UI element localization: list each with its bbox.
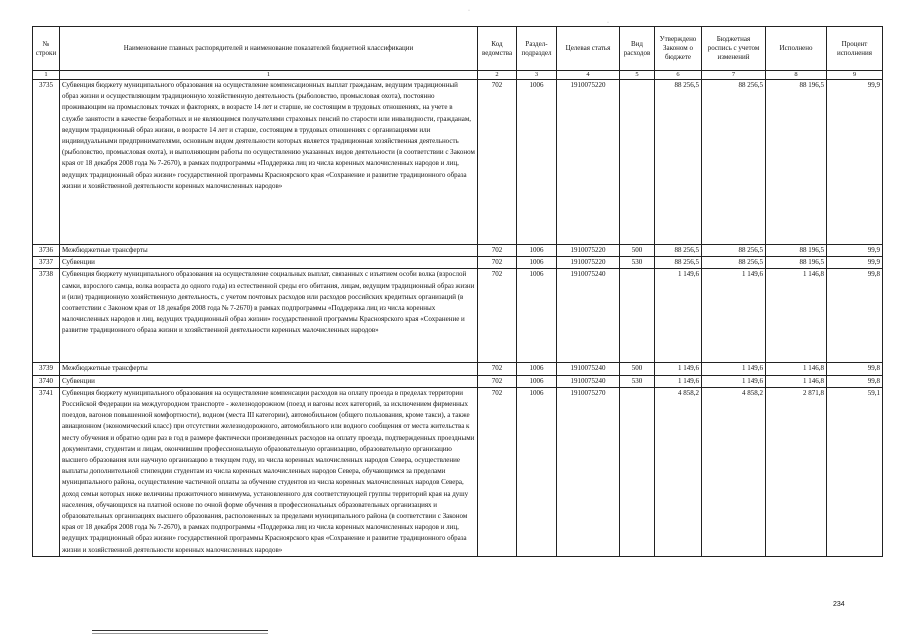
- table-row: [33, 375, 883, 387]
- row-target-code: 1910075270: [557, 387, 620, 556]
- row-number: 3736: [33, 245, 60, 257]
- table-row: [33, 80, 883, 245]
- row-budget: 88 256,5: [702, 80, 766, 245]
- row-description: Субвенции: [60, 257, 478, 269]
- row-expense-type: [620, 269, 655, 363]
- row-section-code: 1006: [517, 245, 557, 257]
- row-approved: 1 149,6: [655, 363, 702, 375]
- row-approved: 88 256,5: [655, 245, 702, 257]
- row-target-code: 1910075240: [557, 363, 620, 375]
- row-dept-code: 702: [478, 80, 517, 245]
- column-number: 1: [60, 71, 478, 80]
- row-percent: 99,8: [827, 375, 883, 387]
- row-budget: 4 858,2: [702, 387, 766, 556]
- column-number: 6: [655, 71, 702, 80]
- row-number: 3738: [33, 269, 60, 363]
- row-dept-code: 702: [478, 245, 517, 257]
- row-approved: 88 256,5: [655, 80, 702, 245]
- row-done: 1 146,8: [766, 269, 827, 363]
- col-header-target: Целевая статья: [557, 27, 620, 71]
- row-number: 3740: [33, 375, 60, 387]
- page-number: 234: [833, 601, 845, 608]
- row-budget: 1 149,6: [702, 363, 766, 375]
- row-expense-type: [620, 80, 655, 245]
- budget-table-sheet: [32, 26, 882, 557]
- row-done: 1 146,8: [766, 363, 827, 375]
- row-section-code: 1006: [517, 363, 557, 375]
- scan-speck: ·: [468, 8, 470, 14]
- row-section-code: 1006: [517, 80, 557, 245]
- row-section-code: 1006: [517, 375, 557, 387]
- row-percent: 99,8: [827, 269, 883, 363]
- col-header-approved: Утверждено Законом о бюджете: [655, 27, 702, 71]
- row-approved: 4 858,2: [655, 387, 702, 556]
- row-dept-code: 702: [478, 269, 517, 363]
- row-done: 88 196,5: [766, 80, 827, 245]
- row-description: Субвенции: [60, 375, 478, 387]
- column-number: 4: [557, 71, 620, 80]
- row-dept-code: 702: [478, 387, 517, 556]
- col-header-budget: Бюджетная роспись с учетом изменений: [702, 27, 766, 71]
- footer-rule: [92, 630, 268, 631]
- row-number: 3741: [33, 387, 60, 556]
- col-header-name: Наименование главных распорядителей и наименование показателей бюджетной классификации: [60, 27, 478, 71]
- row-approved: 1 149,6: [655, 269, 702, 363]
- row-done: 1 146,8: [766, 375, 827, 387]
- col-header-section: Раздел-подраздел: [517, 27, 557, 71]
- row-target-code: 1910075220: [557, 245, 620, 257]
- column-number: 3: [517, 71, 557, 80]
- column-number: 1: [33, 71, 60, 80]
- row-expense-type: 530: [620, 257, 655, 269]
- column-number: 2: [478, 71, 517, 80]
- row-budget: 88 256,5: [702, 245, 766, 257]
- row-target-code: 1910075240: [557, 269, 620, 363]
- col-header-dept: Код ведомства: [478, 27, 517, 71]
- row-dept-code: 702: [478, 375, 517, 387]
- row-number: 3739: [33, 363, 60, 375]
- row-done: 88 196,5: [766, 257, 827, 269]
- budget-table: [32, 26, 883, 557]
- row-target-code: 1910075220: [557, 80, 620, 245]
- row-section-code: 1006: [517, 257, 557, 269]
- row-expense-type: 530: [620, 375, 655, 387]
- row-dept-code: 702: [478, 257, 517, 269]
- col-header-num: № строки: [33, 27, 60, 71]
- row-description: Межбюджетные трансферты: [60, 245, 478, 257]
- row-percent: 99,9: [827, 80, 883, 245]
- row-percent: 99,8: [827, 363, 883, 375]
- row-done: 2 871,8: [766, 387, 827, 556]
- column-number-row: [33, 71, 883, 80]
- row-done: 88 196,5: [766, 245, 827, 257]
- table-row: [33, 269, 883, 363]
- column-number: 9: [827, 71, 883, 80]
- row-budget: 1 149,6: [702, 375, 766, 387]
- table-row: [33, 257, 883, 269]
- table-row: [33, 245, 883, 257]
- row-percent: 99,9: [827, 257, 883, 269]
- table-row: [33, 387, 883, 556]
- row-section-code: 1006: [517, 387, 557, 556]
- column-number: 8: [766, 71, 827, 80]
- row-percent: 59,1: [827, 387, 883, 556]
- row-section-code: 1006: [517, 269, 557, 363]
- row-target-code: 1910075240: [557, 375, 620, 387]
- row-approved: 88 256,5: [655, 257, 702, 269]
- row-expense-type: 500: [620, 245, 655, 257]
- col-header-pct: Процент исполнения: [827, 27, 883, 71]
- row-description: Субвенция бюджету муниципального образования на осуществление компенсационных выплат гражданам, ведущим традиционный образ жизни и осуществляющим традиционную хозяйственную деятельность (рыболовство, промысловая охота), постоянно проживающим на промысловых точках и факториях, в возрасте 14 лет и старше, не состоящим в трудовых отношениях, на учете в службе занятости в качестве безработных и не являющимся получателями страховых пенсий по старости или инвалидности, гражданам, ведущим традиционный образ жизни, в возрасте 14 лет и старше, состоящим в трудовых отношениях с организациями или индивидуальными предпринимателями, основным видом деятельности которых является традиционная хозяйственная деятельность (рыболовство, промысловая охота), и выполняющим работы по осуществлению указанных видов деятельности (в соответствии с Законом края от 18 декабря 2008 года № 7-2670), в рамках подпрограммы «Поддержка лиц из числа коренных малочисленных народов и лиц, ведущих традиционный образ жизни» государственной программы Красноярского края «Сохранение и развитие традиционного образа жизни и хозяйственной деятельности коренных малочисленных народов»: [60, 80, 478, 245]
- row-number: 3737: [33, 257, 60, 269]
- row-percent: 99,9: [827, 245, 883, 257]
- col-header-exptype: Вид расходов: [620, 27, 655, 71]
- row-approved: 1 149,6: [655, 375, 702, 387]
- row-target-code: 1910075220: [557, 257, 620, 269]
- row-dept-code: 702: [478, 363, 517, 375]
- row-description: Субвенция бюджету муниципального образования на осуществление социальных выплат, связанных с изъятием особи волка (взрослой самки, взрослого самца, волка возраста до одного года) из естественной среды его обитания, лицам, ведущим традиционный образ жизни и (или) традиционную хозяйственную деятельность, с учетом почтовых расходов или расходов российских кредитных организаций (в соответствии с Законом края от 18 декабря 2008 года № 7-2670) в рамках подпрограммы «Поддержка лиц из числа коренных малочисленных народов и лиц, ведущих традиционный образ жизни» государственной программы Красноярского края «Сохранение и развитие традиционного образа жизни и хозяйственной деятельности коренных малочисленных народов»: [60, 269, 478, 363]
- table-row: [33, 363, 883, 375]
- row-budget: 1 149,6: [702, 269, 766, 363]
- row-number: 3735: [33, 80, 60, 245]
- row-description: Субвенция бюджету муниципального образования на осуществление компенсации расходов на оплату проезда в пределах территории Российской Федерации на междугородном транспорте - железнодорожном (поезд и вагоны всех категорий, за исключением фирменных поездов, вагонов повышенной комфортности), водном (места III категории), автомобильном (общего пользования, кроме такси), а также авиационном (экономический класс) при отсутствии железнодорожного, автомобильного или водного сообщения от места жительства к месту обучения и обратно один раз в год в размере фактически произведенных расходов на оплату проезда, подтвержденных проездными документами, студентам и лицам, окончившим профессиональную образовательную организацию, образовательную организацию высшего образования или научную организацию в текущем году, из числа коренных малочисленных народов Севера, осуществление выплаты дополнительной стипендии студентам из числа коренных малочисленных народов Севера, обучающимся за пределами муниципального района, осуществление частичной оплаты за обучение студентов из числа коренных малочисленных народов Севера, доход семьи которых ниже величины прожиточного минимума, установленного для соответствующей группы территорий края на душу населения, обучающихся на платной основе по очной форме обучения в профессиональных образовательных организациях и образовательных организациях высшего образования, расположенных за пределами муниципального района (в соответствии с Законом края от 18 декабря 2008 года № 7-2670), в рамках подпрограммы «Поддержка лиц из числа коренных малочисленных народов и лиц, ведущих традиционный образ жизни» государственной программы Красноярского края «Сохранение и развитие традиционного образа жизни и хозяйственной деятельности коренных малочисленных народов»: [60, 387, 478, 556]
- row-expense-type: [620, 387, 655, 556]
- row-description: Межбюджетные трансферты: [60, 363, 478, 375]
- row-budget: 88 256,5: [702, 257, 766, 269]
- scan-speck: ·: [607, 20, 609, 26]
- header-row: [33, 27, 883, 71]
- footer-rule: [92, 633, 268, 634]
- col-header-done: Исполнено: [766, 27, 827, 71]
- column-number: 7: [702, 71, 766, 80]
- row-expense-type: 500: [620, 363, 655, 375]
- column-number: 5: [620, 71, 655, 80]
